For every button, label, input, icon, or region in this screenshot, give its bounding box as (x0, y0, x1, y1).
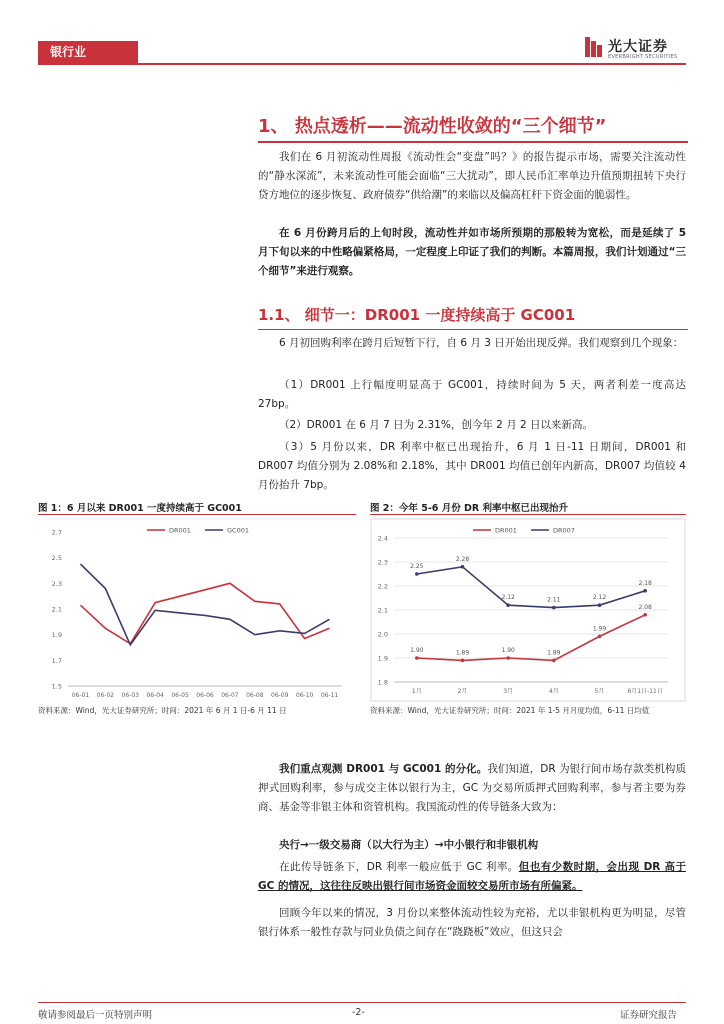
series-line-gc001 (81, 564, 330, 645)
footer-rule (38, 1002, 686, 1003)
paragraph-point-3: （3）5 月份以来，DR 利率中枢已出现抬升，6 月 1 日-11 日期间，DR001 和 DR007 均值分别为 2.08%和 2.18%，其中 DR001 均值已创年内新高，DR007 均值较 4 月份抬升 7bp。 (258, 441, 686, 491)
section-title-rule (258, 141, 688, 143)
data-point (506, 603, 510, 607)
data-point (461, 659, 465, 663)
legend-label: DR001 (169, 526, 191, 535)
paragraph-divergence (258, 760, 686, 817)
figure-1-rule (38, 514, 356, 515)
x-tick-label: 06-06 (196, 692, 214, 699)
figure-2-rule (370, 514, 686, 515)
x-tick-label: 3月 (503, 688, 514, 695)
x-tick-label: 06-09 (271, 692, 289, 699)
figure-2-source: 资料来源：Wind，光大证券研究所；时间：2021 年 1-5 月月度均值，6-11 日均值 (370, 706, 650, 715)
series-line-dr007 (417, 567, 645, 608)
data-point (598, 603, 602, 607)
series-line-dr001 (417, 615, 645, 661)
x-tick-label: 06-01 (71, 692, 90, 699)
subsection-title-rule (258, 329, 688, 330)
y-tick-label: 2.3 (51, 579, 62, 588)
paragraph-intro: 我们在 6 月初流动性周报《流动性会“变盘”吗？》的报告提示市场，需要关注流动性的“静水深流”，未来流动性可能会面临“三大扰动”，即人民币汇率单边升值预期扭转下央行贷方地位的逐步恢复、政府债券“供给潮”的来临以及偏高杠杆下资金面的脆弱性。 (258, 151, 686, 201)
figure-1-title: 图 1：6 月以来 DR001 一度持续高于 GC001 (38, 503, 242, 514)
y-tick-label: 2.5 (51, 554, 62, 563)
data-point (415, 572, 419, 576)
data-label: 1.89 (547, 649, 561, 657)
data-label: 2.08 (638, 603, 652, 611)
data-point (552, 659, 556, 663)
data-label: 1.89 (455, 649, 470, 657)
data-label: 1.90 (501, 647, 515, 654)
paragraph-judgement: 在 6 月份跨月后的上旬时段，流动性并如市场所预期的那般转为宽松，而是延续了 5 月下旬以来的中性略偏紧格局，一定程度上印证了我们的判断。本篇周报，我们计划通过“三个细节”来进行观察。 (258, 227, 686, 277)
data-point (643, 589, 647, 593)
y-tick-label: 2.1 (51, 605, 62, 614)
x-tick-label: 06-08 (246, 692, 264, 699)
y-tick-label: 1.5 (51, 682, 62, 691)
y-tick-label: 1.9 (377, 654, 388, 663)
chart-dr-monthly (370, 518, 686, 702)
footer-disclaimer: 敬请参阅最后一页特别声明 (38, 1010, 153, 1021)
data-label: 2.11 (547, 596, 561, 604)
x-tick-label: 5月 (594, 688, 605, 695)
data-point (552, 606, 556, 610)
section-tag: 银行业 (38, 41, 138, 63)
legend-label: GC001 (227, 526, 249, 535)
x-tick-label: 1月 (411, 688, 422, 695)
x-tick-label: 06-05 (171, 692, 189, 699)
chain-note-emphasis: 但也有少数时期，会出现 DR 高于 GC 的情况，这往往反映出银行间市场资金面较交易所市场有所偏紧。 (258, 861, 686, 892)
paragraph-observation: 6 月初回购利率在跨月后短暂下行，自 6 月 3 日开始出现反弹。我们观察到几个现象： (279, 337, 684, 349)
paragraph-review: 回顾今年以来的情况，3 月份以来整体流动性较为充裕，尤以非银机构更为明显，尽管银行体系一般性存款与同业负债之间存在“跷跷板”效应，但这只会 (258, 907, 686, 938)
legend-label: DR007 (553, 526, 575, 535)
data-point (415, 656, 419, 660)
y-tick-label: 1.7 (51, 656, 62, 665)
x-tick-label: 2月 (457, 688, 468, 695)
data-label: 2.12 (592, 594, 607, 602)
y-tick-label: 2.4 (377, 534, 388, 543)
data-label: 1.99 (592, 625, 607, 633)
page-number: -2- (352, 1007, 365, 1018)
data-point (598, 635, 602, 639)
data-point (506, 656, 510, 660)
data-point (643, 613, 647, 617)
y-tick-label: 2.0 (377, 630, 388, 639)
y-tick-label: 2.2 (377, 582, 388, 591)
data-label: 2.28 (455, 555, 470, 563)
x-tick-label: 06-11 (320, 692, 339, 699)
x-tick-label: 06-03 (121, 692, 139, 699)
y-tick-label: 2.7 (51, 528, 62, 537)
footer-report-type: 证券研究报告 (620, 1010, 678, 1021)
series-line-dr001 (81, 583, 330, 643)
subsection-title: 1.1、 细节一：DR001 一度持续高于 GC001 (258, 306, 576, 324)
paragraph-point-1: （1）DR001 上行幅度明显高于 GC001，持续时间为 5 天，两者利差一度高达 27bp。 (258, 379, 686, 410)
company-logo (584, 35, 686, 61)
data-label: 1.90 (410, 647, 424, 654)
x-tick-label: 4月 (548, 688, 559, 695)
x-tick-label: 06-10 (295, 692, 314, 699)
y-tick-label: 2.1 (377, 606, 388, 615)
x-tick-label: 06-02 (96, 692, 115, 699)
logo-text: 光大证券 (608, 39, 668, 55)
figure-1-source: 资料来源：Wind，光大证券研究所；时间：2021 年 6 月 1 日-6 月 11 日 (38, 706, 287, 715)
y-tick-label: 1.9 (51, 631, 62, 640)
x-tick-label: 06-07 (221, 692, 239, 699)
logo-subtext: EVERBRIGHT SECURITIES (608, 54, 678, 60)
figure-2-title: 图 2：今年 5-6 月份 DR 利率中枢已出现抬升 (370, 503, 569, 514)
divergence-lead: 我们重点观测 DR001 与 GC001 的分化。 (279, 763, 488, 775)
logo-mark-icon (584, 35, 604, 59)
y-tick-label: 2.3 (377, 558, 388, 567)
x-tick-label: 6月1日-11日 (627, 688, 663, 695)
legend-label: DR001 (495, 526, 517, 535)
section-title: 1、 热点透析——流动性收敛的“三个细节” (258, 116, 607, 137)
y-tick-label: 1.8 (377, 678, 388, 687)
divergence-rest: 我们知道，DR 为银行间市场存款类机构质押式回购利率，参与成交主体以银行为主，GC 为交易所质押式回购利率，参与者主要为券商、基金等非银主体和资管机构。我国流动性的传导链条大致为： (258, 763, 686, 813)
data-label: 2.18 (638, 579, 652, 587)
x-tick-label: 06-04 (146, 692, 164, 699)
data-label: 2.25 (410, 563, 424, 570)
data-point (461, 565, 465, 569)
chain-note-normal: 在此传导链条下，DR 利率一般应低于 GC 利率。 (279, 861, 519, 873)
chart-dr001-gc001 (38, 518, 356, 702)
paragraph-chain-note (258, 858, 686, 896)
header-rule (38, 63, 686, 65)
paragraph-point-2: （2）DR001 在 6 月 7 日为 2.31%，创今年 2 月 2 日以来新高。 (279, 419, 594, 431)
data-label: 2.12 (501, 594, 515, 602)
transmission-chain: 央行→一级交易商（以大行为主）→中小银行和非银机构 (279, 839, 539, 851)
